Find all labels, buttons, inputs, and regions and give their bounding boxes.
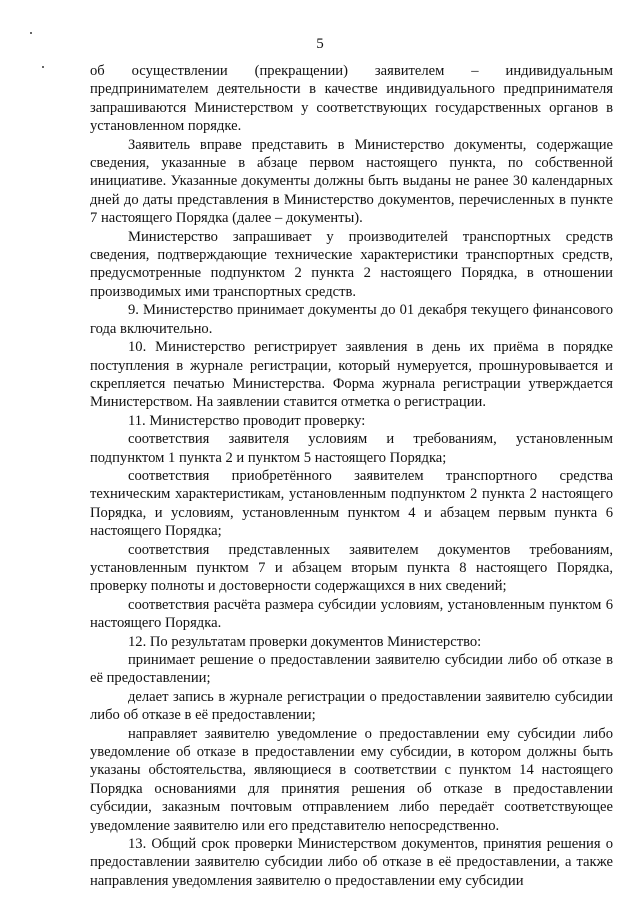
paragraph: 9. Министерство принимает документы до 01 декабря текущего финансового года включительно. — [90, 302, 613, 337]
paragraph: делает запись в журнале регистрации о предоставлении заявителю субсидии либо об отказе в её предоставлении; — [90, 688, 613, 724]
paragraph: 11. Министерство проводит проверку: — [128, 412, 366, 429]
paragraph: Министерство запрашивает у производителей транспортных средств сведения, подтверждающие технические характеристики транспортных средств, предусмотренные подпунктом 2 пункта 2 настоящего Порядка, в отношении производимых ими транспортных средств. — [90, 228, 613, 300]
paragraph: Заявитель вправе представить в Министерство документы, содержащие сведения, указанные в абзаце первом настоящего пункта, по собственной инициативе. Указанные документы должны быть выданы не ранее 30 календарных дней до даты представления в Министерство документов, перечисленных в пункте 7 настоящего Порядка (далее – документы). — [90, 136, 613, 227]
paragraph: направляет заявителю уведомление о предоставлении ему субсидии либо уведомление об отказе в предоставлении ему субсидии, в котором должны быть указаны обстоятельства, являющиеся в соответствии с пунктом 14 настоящего Порядка основаниями для принятия решения об отказе в предоставлении субсидии, заказным почтовым отправлением либо передаёт соответствующее уведомление заявителю или его представителю непосредственно. — [90, 725, 613, 834]
paragraph: принимает решение о предоставлении заявителю субсидии либо об отказе в её предоставлении; — [90, 652, 613, 687]
scan-speck — [42, 66, 44, 68]
document-body — [90, 62, 613, 890]
paragraph: соответствия заявителя условиям и требованиям, установленным подпунктом 1 пункта 2 и пунктом 5 настоящего Порядка; — [90, 431, 613, 466]
paragraph: 10. Министерство регистрирует заявления в день их приёма в порядке поступления в журнале регистрации, который нумеруется, прошнуровывается и скрепляется печатью Министерства. Форма журнала регистрации утверждается Министерством. На заявлении ставится отметка о регистрации. — [90, 339, 613, 411]
paragraph: соответствия расчёта размера субсидии условиям, установленным пунктом 6 настоящего Порядка. — [90, 596, 613, 632]
paragraph: 13. Общий срок проверки Министерством документов, принятия решения о предоставлении заявителю субсидии либо об отказе в её предоставлении, а также направления уведомления заявителю о предоставлении ему субсидии — [90, 836, 613, 889]
paragraph: соответствия представленных заявителем документов требованиям, установленным пунктом 7 и абзацем вторым пункта 8 настоящего Порядка, проверку полноты и достоверности содержащихся в них сведений; — [90, 541, 613, 595]
paragraph: 12. По результатам проверки документов Министерство: — [128, 633, 482, 650]
scan-speck — [30, 32, 32, 34]
paragraph: об осуществлении (прекращении) заявителем – индивидуальным предпринимателем деятельности в качестве индивидуального предпринимателя запрашиваются Министерством у соответствующих государственных органов в установленном порядке. — [90, 63, 613, 135]
paragraph: соответствия приобретённого заявителем транспортного средства техническим характеристикам, установленным подпунктом 2 пункта 2 настоящего Порядка, и условиям, установленным пунктом 4 и абзацем первым пункта 6 настоящего Порядка; — [90, 467, 613, 540]
page-number: 5 — [316, 36, 324, 52]
